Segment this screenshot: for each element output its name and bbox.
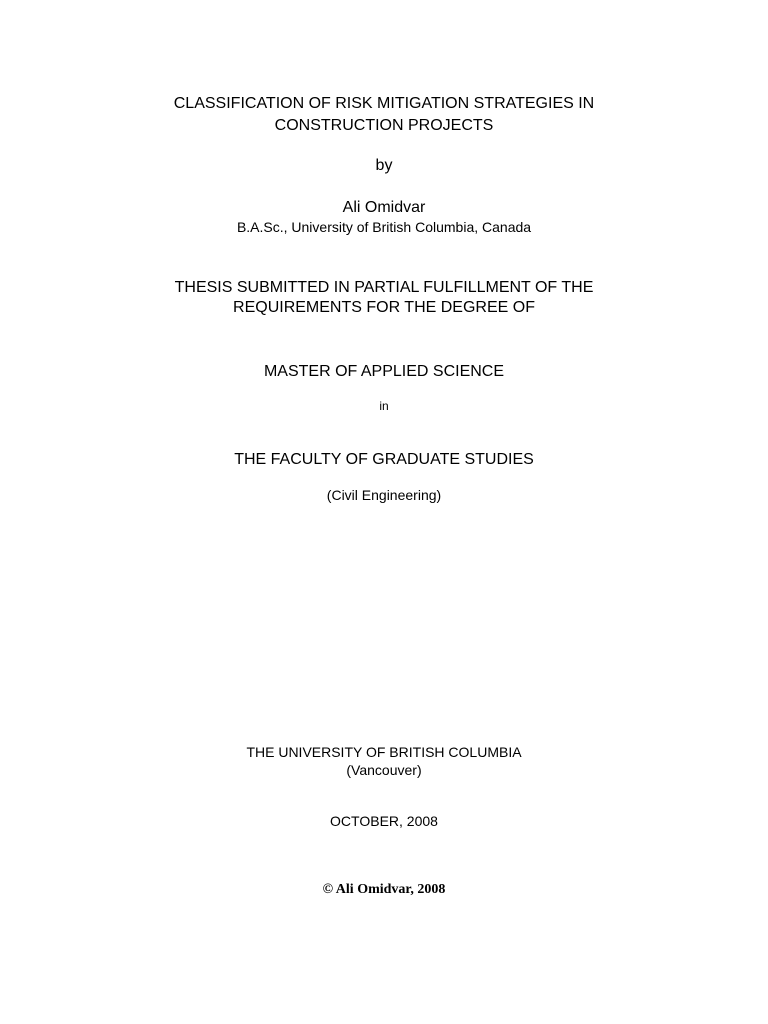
submission-date: OCTOBER, 2008 — [330, 813, 438, 829]
author-credentials: B.A.Sc., University of British Columbia, Canada — [236, 219, 532, 235]
university-location: (Vancouver) — [346, 762, 422, 778]
degree-name: MASTER OF APPLIED SCIENCE — [263, 363, 505, 380]
by-label: by — [375, 157, 393, 174]
submission-statement-line-1: THESIS SUBMITTED IN PARTIAL FULFILLMENT OF THE — [174, 279, 594, 296]
thesis-title-line-2: CONSTRUCTION PROJECTS — [274, 117, 494, 134]
submission-statement-line-2: REQUIREMENTS FOR THE DEGREE OF — [233, 299, 535, 316]
in-label: in — [379, 399, 389, 413]
faculty-name: THE FACULTY OF GRADUATE STUDIES — [234, 451, 534, 468]
author-name: Ali Omidvar — [342, 199, 426, 216]
university-name: THE UNIVERSITY OF BRITISH COLUMBIA — [246, 744, 522, 760]
thesis-title-line-1: CLASSIFICATION OF RISK MITIGATION STRATEGIES IN — [173, 95, 595, 112]
copyright-notice: © Ali Omidvar, 2008 — [322, 882, 446, 897]
department-name: (Civil Engineering) — [326, 487, 442, 503]
